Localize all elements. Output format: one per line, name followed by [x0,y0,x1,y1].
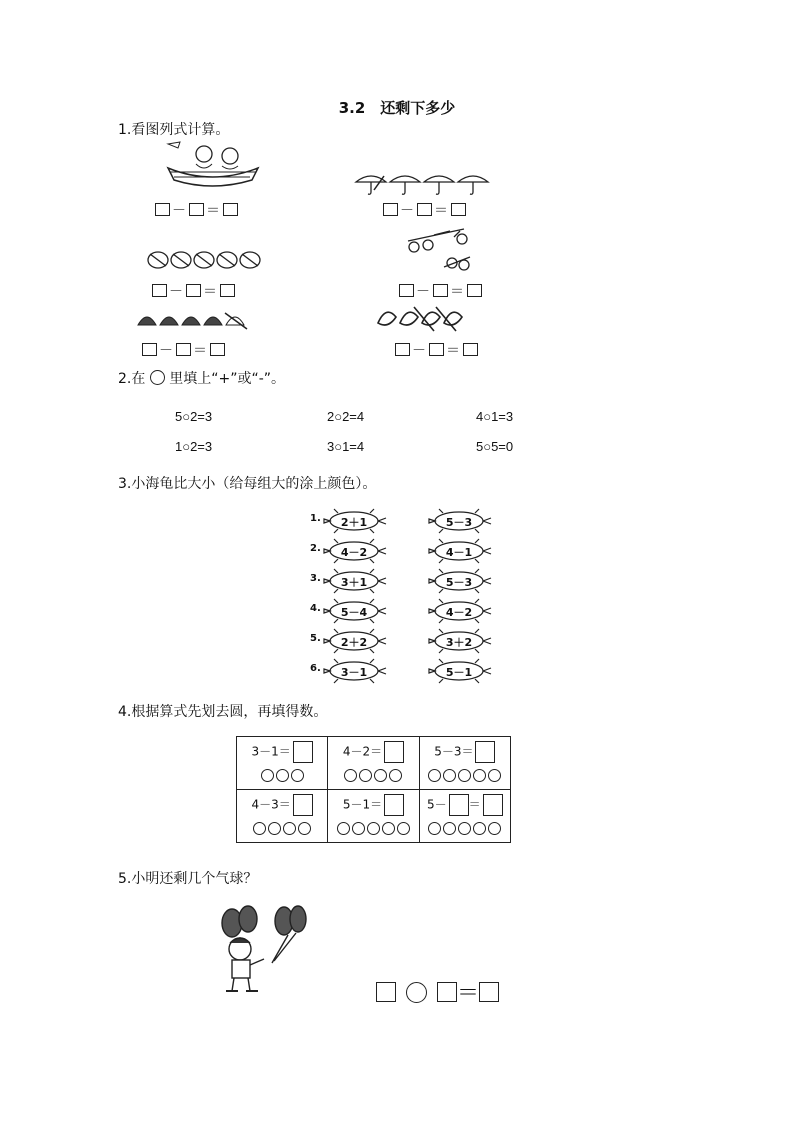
q2-item[interactable]: 5○5=0 [476,439,514,454]
turtle-expression: 3＋2 [445,636,473,649]
q2-item[interactable]: 3○1=4 [327,439,365,454]
pair-number: 1. [310,513,321,524]
q4-cell: 3－1＝ [237,737,328,790]
turtle-expression: 4－2 [445,606,473,619]
answer-box[interactable] [220,284,235,297]
answer-box[interactable] [417,203,432,216]
circle-mark[interactable] [291,769,304,782]
pair-number: 3. [310,573,321,584]
answer-box[interactable] [451,203,466,216]
answer-box[interactable] [142,343,157,356]
balls-illustration [146,250,261,270]
circle-group [328,769,418,785]
turtle-expression: 5－3 [445,576,473,589]
circle-group [237,822,327,838]
answer-box[interactable] [475,741,495,763]
answer-box[interactable] [383,203,398,216]
answer-box[interactable] [293,794,313,816]
circle-mark[interactable] [488,769,501,782]
bird-nest-illustration [160,138,265,190]
turtle-right[interactable] [425,568,495,594]
turtle-pair [310,538,500,564]
q1-equation-6: － ＝ [393,340,480,360]
turtle-pair [310,658,500,684]
q4-cell: 4－3＝ [237,790,328,843]
answer-box[interactable] [463,343,478,356]
circle-group [420,769,510,785]
circle-mark[interactable] [428,769,441,782]
turtle-left[interactable] [320,598,390,624]
circle-mark[interactable] [428,822,441,835]
pair-number: 4. [310,603,321,614]
q1-label: 1.看图列式计算。 [118,122,230,138]
circle-mark[interactable] [382,822,395,835]
answer-box[interactable] [176,343,191,356]
circle-mark[interactable] [458,822,471,835]
turtle-expression: 2＋1 [340,516,368,529]
q4-cell: 5－ ＝ [419,790,510,843]
turtle-left[interactable] [320,658,390,684]
circle-mark[interactable] [268,822,281,835]
circle-mark[interactable] [458,769,471,782]
turtle-right[interactable] [425,538,495,564]
q1-equation-3: － ＝ [150,281,237,301]
answer-box[interactable] [479,982,499,1002]
circle-mark[interactable] [443,822,456,835]
circle-mark[interactable] [443,769,456,782]
answer-box[interactable] [155,203,170,216]
answer-box[interactable] [399,284,414,297]
q3-label: 3.小海龟比大小（给每组大的涂上颜色）。 [118,476,377,492]
circle-mark[interactable] [374,769,387,782]
q1-equation-2: － ＝ [381,200,468,220]
turtle-left[interactable] [320,508,390,534]
answer-box[interactable] [437,982,457,1002]
turtle-expression: 5－3 [445,516,473,529]
turtle-expression: 5－4 [340,606,368,619]
q2-item[interactable]: 4○1=3 [476,409,514,424]
turtle-right[interactable] [425,508,495,534]
circle-mark[interactable] [367,822,380,835]
answer-box[interactable] [152,284,167,297]
turtle-right[interactable] [425,598,495,624]
turtle-left[interactable] [320,538,390,564]
circle-mark[interactable] [352,822,365,835]
pair-number: 2. [310,543,321,554]
answer-box[interactable] [186,284,201,297]
circle-mark[interactable] [253,822,266,835]
q4-cell: 5－3＝ [419,737,510,790]
q5-equation: ＝ [376,976,499,1007]
circle-mark[interactable] [473,769,486,782]
turtle-expression: 5－1 [445,666,473,679]
q1-equation-1: － ＝ [153,200,240,220]
turtle-right[interactable] [425,628,495,654]
turtle-right[interactable] [425,658,495,684]
answer-box[interactable] [223,203,238,216]
answer-box[interactable] [376,982,396,1002]
answer-box[interactable] [293,741,313,763]
answer-box[interactable] [429,343,444,356]
answer-box[interactable] [384,794,404,816]
turtle-expression: 2＋2 [340,636,368,649]
turtle-expression: 4－1 [445,546,473,559]
answer-box[interactable] [189,203,204,216]
turtle-pair [310,508,500,534]
q2-label: 2.在 里填上“+”或“-”。 [118,371,286,387]
answer-box[interactable] [483,794,503,816]
page-title: 3.2 还剩下多少 [338,99,456,117]
answer-box[interactable] [433,284,448,297]
cherries-illustration [404,227,474,273]
boy-with-balloons-illustration [212,903,312,995]
q4-label: 4.根据算式先划去圆，再填得数。 [118,704,328,720]
answer-box[interactable] [395,343,410,356]
answer-box[interactable] [467,284,482,297]
circle-icon [150,370,165,385]
circle-mark[interactable] [389,769,402,782]
circle-group [237,769,327,785]
q2-item[interactable]: 2○2=4 [327,409,365,424]
circle-mark[interactable] [276,769,289,782]
turtle-expression: 4－2 [340,546,368,559]
turtle-pair [310,568,500,594]
turtle-expression: 3＋1 [340,576,368,589]
pair-number: 6. [310,663,321,674]
circle-group [420,822,510,838]
q4-table [236,736,511,843]
peaches-illustration [135,309,250,331]
turtle-pair [310,598,500,624]
vegetables-illustration [374,303,470,333]
circle-mark[interactable] [473,822,486,835]
circle-mark[interactable] [488,822,501,835]
turtle-left[interactable] [320,568,390,594]
q2-item[interactable]: 5○2=3 [175,409,213,424]
circle-mark[interactable] [261,769,274,782]
umbrellas-illustration [354,170,494,196]
circle-mark[interactable] [337,822,350,835]
q5-label: 5.小明还剩几个气球？ [118,871,258,887]
circle-mark[interactable] [344,769,357,782]
turtle-pair [310,628,500,654]
circle-mark[interactable] [298,822,311,835]
turtle-expression: 3－1 [340,666,368,679]
q2-item[interactable]: 1○2=3 [175,439,213,454]
answer-box[interactable] [210,343,225,356]
circle-mark[interactable] [283,822,296,835]
circle-mark[interactable] [359,769,372,782]
q4-cell: 4－2＝ [328,737,419,790]
turtle-left[interactable] [320,628,390,654]
q1-equation-5: － ＝ [140,340,227,360]
circle-mark[interactable] [397,822,410,835]
turtle-comparison-list [310,508,500,688]
operator-circle[interactable] [406,982,427,1003]
pair-number: 5. [310,633,321,644]
answer-box[interactable] [384,741,404,763]
q1-equation-4: － ＝ [397,281,484,301]
circle-group [328,822,418,838]
q4-cell: 5－1＝ [328,790,419,843]
answer-box[interactable] [449,794,469,816]
